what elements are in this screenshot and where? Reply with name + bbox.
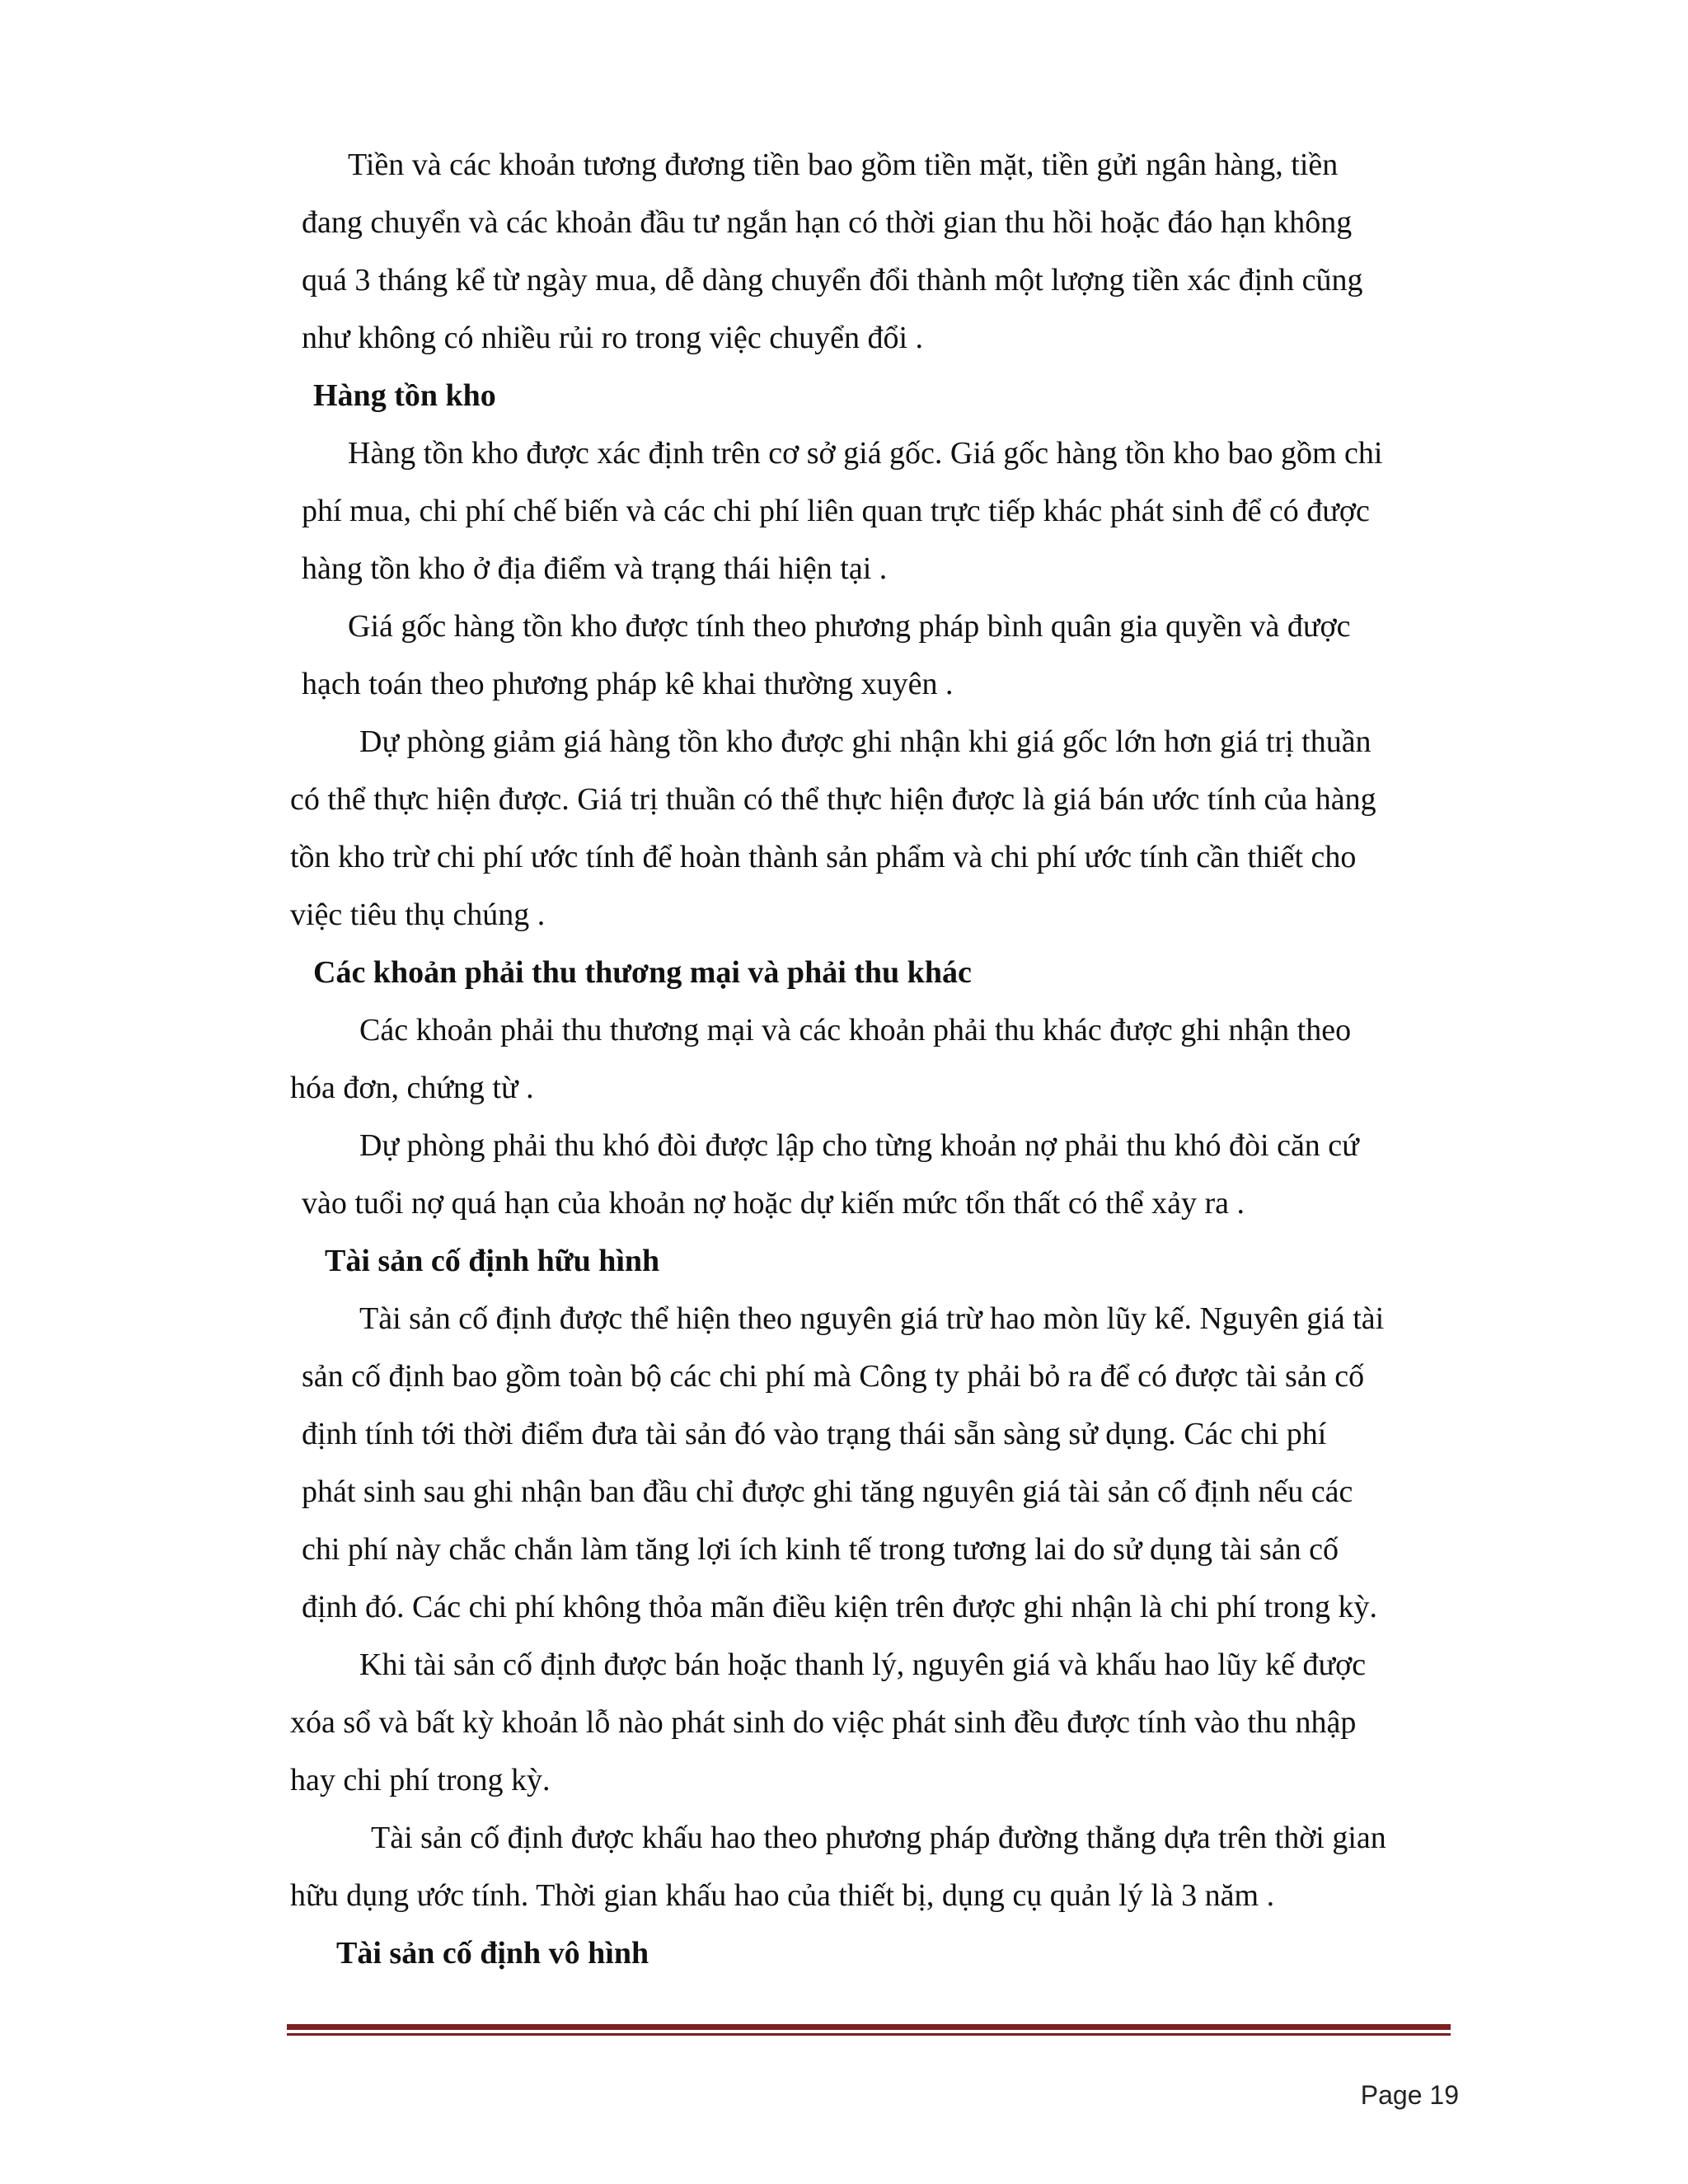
paragraph-line: hàng tồn kho ở địa điểm và trạng thái hiện tại . [302,551,888,586]
paragraph-line: hạch toán theo phương pháp kê khai thường xuyên . [302,667,954,701]
paragraph-line: Tài sản cố định được khấu hao theo phương pháp đường thẳng dựa trên thời gian [371,1821,1386,1855]
paragraph-line: hữu dụng ước tính. Thời gian khấu hao của thiết bị, dụng cụ quản lý là 3 năm . [290,1878,1275,1913]
paragraph-line: Hàng tồn kho được xác định trên cơ sở giá gốc. Giá gốc hàng tồn kho bao gồm chi [348,436,1383,471]
paragraph-line: đang chuyển và các khoản đầu tư ngắn hạn có thời gian thu hồi hoặc đáo hạn không [302,205,1353,240]
paragraph-line: sản cố định bao gồm toàn bộ các chi phí mà Công ty phải bỏ ra để có được tài sản cố [302,1359,1365,1394]
paragraph-line: định đó. Các chi phí không thỏa mãn điều kiện trên được ghi nhận là chi phí trong kỳ. [302,1590,1377,1624]
section-heading: Tài sản cố định hữu hình [325,1244,660,1278]
footer-rule-thin [287,2033,1451,2036]
paragraph-line: phí mua, chi phí chế biến và các chi phí liên quan trực tiếp khác phát sinh để có được [302,494,1370,528]
paragraph-line: Giá gốc hàng tồn kho được tính theo phương pháp bình quân gia quyền và được [348,609,1351,644]
paragraph-line: việc tiêu thụ chúng . [290,898,546,932]
paragraph-line: Dự phòng giảm giá hàng tồn kho được ghi nhận khi giá gốc lớn hơn giá trị thuần [359,724,1372,759]
paragraph-line: Tiền và các khoản tương đương tiền bao gồm tiền mặt, tiền gửi ngân hàng, tiền [348,148,1339,182]
paragraph-line: Tài sản cố định được thể hiện theo nguyên giá trừ hao mòn lũy kế. Nguyên giá tài [359,1301,1385,1336]
paragraph-line: như không có nhiều rủi ro trong việc chuyển đổi . [302,321,924,355]
paragraph-line: định tính tới thời điểm đưa tài sản đó vào trạng thái sẵn sàng sử dụng. Các chi phí [302,1417,1327,1451]
paragraph-line: có thể thực hiện được. Giá trị thuần có thể thực hiện được là giá bán ước tính của hàng [290,782,1376,817]
section-heading: Hàng tồn kho [313,378,496,413]
paragraph-line: Khi tài sản cố định được bán hoặc thanh lý, nguyên giá và khấu hao lũy kế được [359,1647,1367,1682]
section-heading: Tài sản cố định vô hình [336,1936,649,1971]
paragraph-line: xóa sổ và bất kỳ khoản lỗ nào phát sinh do việc phát sinh đều được tính vào thu nhập [290,1705,1357,1740]
paragraph-line: tồn kho trừ chi phí ước tính để hoàn thành sản phẩm và chi phí ước tính cần thiết cho [290,840,1357,874]
paragraph-line: hay chi phí trong kỳ. [290,1763,551,1797]
footer-rule [287,2024,1451,2030]
paragraph-line: hóa đơn, chứng từ . [290,1071,534,1105]
paragraph-line: Các khoản phải thu thương mại và các khoản phải thu khác được ghi nhận theo [359,1013,1352,1047]
section-heading: Các khoản phải thu thương mại và phải thu khác [313,955,972,990]
page-number: Page 19 [1360,2080,1459,2110]
paragraph-line: Dự phòng phải thu khó đòi được lập cho từng khoản nợ phải thu khó đòi căn cứ [359,1128,1359,1163]
paragraph-line: vào tuổi nợ quá hạn của khoản nợ hoặc dự kiến mức tổn thất có thể xảy ra . [302,1186,1245,1221]
paragraph-line: chi phí này chắc chắn làm tăng lợi ích kinh tế trong tương lai do sử dụng tài sản cố [302,1532,1339,1567]
paragraph-line: quá 3 tháng kể từ ngày mua, dễ dàng chuyển đổi thành một lượng tiền xác định cũng [302,263,1363,298]
paragraph-line: phát sinh sau ghi nhận ban đầu chỉ được ghi tăng nguyên giá tài sản cố định nếu các [302,1474,1353,1509]
